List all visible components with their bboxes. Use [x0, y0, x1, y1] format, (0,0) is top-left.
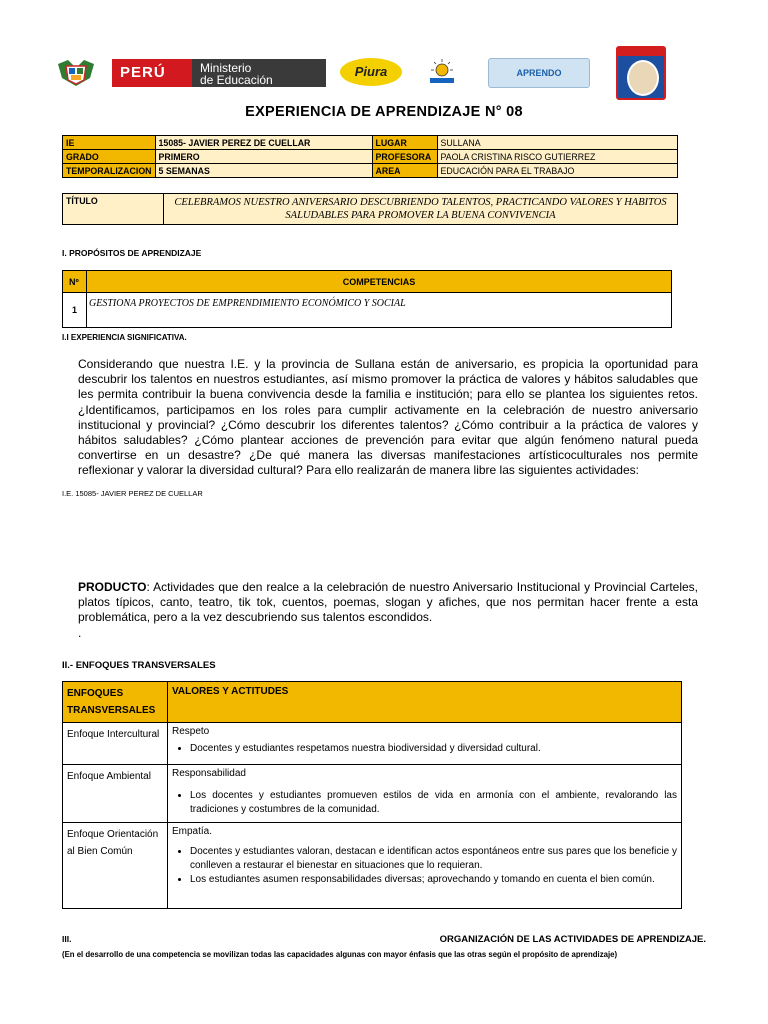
competencia-number: 1	[63, 293, 87, 328]
producto-paragraph	[78, 580, 698, 641]
list-item: • Los docentes y estudiantes promueven estilos de vida en armonía con el ambiente, revalorando las tradiciones y costumbres de la comunidad.	[190, 789, 677, 817]
section-organizacion-title: ORGANIZACIÓN DE LAS ACTIVIDADES DE APRENDIZAJE.	[439, 934, 706, 945]
enfoque-name: Enfoque Orientación al Bien Común	[63, 823, 168, 909]
enfoques-col-1: ENFOQUES TRANSVERSALES	[63, 682, 168, 723]
enfoque-values	[168, 823, 682, 909]
page-title: EXPERIENCIA DE APRENDIZAJE N° 08	[245, 104, 523, 120]
piura-logo: Piura	[340, 58, 402, 86]
enfoque-value: Empatía.	[172, 826, 213, 837]
producto-dot: .	[78, 625, 82, 640]
titulo-value: CELEBRAMOS NUESTRO ANIVERSARIO DESCUBRIENDO TALENTOS, PRACTICANDO VALORES Y HABITOS SALUDABLES PARA PROMOVER LA BUENA CONVIVENCIA	[164, 194, 678, 225]
section-organizacion-number: III.	[62, 934, 72, 944]
producto-text: : Actividades que den realce a la celebración de nuestro Aniversario Institucional y Provincial Carteles, platos típicos, canto, teatro, tik tok, cuentos, poemas, slogan y afiches, que nos permitan hacer frente a esta problemática, pero a la vez descubriendo sus talentos escondidos.	[78, 580, 698, 625]
table-row	[63, 765, 682, 823]
ministerio-logo: Ministerio de Educación	[192, 59, 326, 87]
temporalizacion-label: TEMPORALIZACION	[63, 164, 156, 178]
grado-value: PRIMERO	[155, 150, 372, 164]
profesora-label: PROFESORA	[372, 150, 437, 164]
table-row	[63, 823, 682, 909]
list-item: • Los estudiantes asumen responsabilidades diversas; aprovechando y tomando en cuenta el bien común.	[190, 873, 677, 887]
competencias-table	[62, 270, 672, 328]
titulo-table	[62, 193, 678, 225]
enfoques-col-2: VALORES Y ACTITUDES	[168, 682, 682, 723]
table-row	[63, 293, 672, 328]
lugar-value: SULLANA	[437, 136, 677, 150]
competencias-col-header: COMPETENCIAS	[87, 271, 672, 293]
lugar-label: LUGAR	[372, 136, 437, 150]
section-enfoques: II.- ENFOQUES TRANSVERSALES	[62, 660, 216, 671]
grado-label: GRADO	[63, 150, 156, 164]
ie-label: IE	[63, 136, 156, 150]
ie-value: 15085- JAVIER PEREZ DE CUELLAR	[155, 136, 372, 150]
logo-bar	[50, 44, 730, 104]
area-value: EDUCACIÓN PARA EL TRABAJO	[437, 164, 677, 178]
competencia-text: GESTIONA PROYECTOS DE EMPRENDIMIENTO ECONÓMICO Y SOCIAL	[87, 293, 672, 328]
enfoque-name: Enfoque Ambiental	[63, 765, 168, 823]
area-label: AREA	[372, 164, 437, 178]
enfoque-values	[168, 723, 682, 765]
info-table	[62, 135, 678, 178]
peru-coat-of-arms-icon	[56, 58, 96, 88]
titulo-label: TÍTULO	[63, 194, 164, 225]
list-item: • Docentes y estudiantes valoran, destacan e identifican actos espontáneos entre sus pares que los beneficie y conlleven a restaurar el bienestar en situaciones que lo requieran.	[190, 845, 677, 873]
producto-label: PRODUCTO	[78, 580, 147, 594]
list-item: • Docentes y estudiantes respetamos nuestra biodiversidad y diversidad cultural.	[190, 742, 677, 756]
sun-emblem-icon	[422, 58, 462, 86]
enfoque-value: Respeto	[172, 726, 210, 737]
enfoques-table	[62, 681, 682, 909]
enfoque-value: Responsabilidad	[172, 768, 246, 779]
table-row	[63, 723, 682, 765]
aprendo-logo: APRENDO	[488, 58, 590, 88]
enfoque-values	[168, 765, 682, 823]
competencias-col-n: Nº	[63, 271, 87, 293]
section-organizacion-note: (En el desarrollo de una competencia se movilizan todas las capacidades algunas con mayor énfasis que las otras según el propósito de aprendizaje)	[62, 950, 618, 959]
section-propositos: I. PROPÓSITOS DE APRENDIZAJE	[62, 248, 202, 258]
enfoque-name: Enfoque Intercultural	[63, 723, 168, 765]
temporalizacion-value: 5 SEMANAS	[155, 164, 372, 178]
school-crest-icon	[616, 46, 666, 100]
footer-ie: I.E. 15085- JAVIER PEREZ DE CUELLAR	[62, 489, 203, 498]
peru-logo: PERÚ	[112, 59, 236, 87]
experiencia-paragraph: Considerando que nuestra I.E. y la provincia de Sullana están de aniversario, es propicia la oportunidad para descubrir los talentos en nuestros estudiantes, así mismo promover la práctica de valores y hábitos saludables que les permita contribuir la buena convivencia desde la familia e institución; para ello se plantea los siguientes retos. ¿Identificamos, participamos en los roles para cumplir activamente en la celebración de nuestro aniversario institucional y provincial? ¿Cómo descubrir los diferentes talentos? ¿Cómo contribuir a la práctica de valores y hábitos saludables? ¿Cómo plantear acciones de prevención para evitar que algún fenómeno natural pueda convertirse en un desastre? ¿De qué manera las diversas manifestaciones artísticoculturales nos permite reflexionar y valorar la diversidad cultural? Para ello realizarán de manera libre las siguientes actividades:	[78, 357, 698, 478]
section-experiencia: I.I EXPERIENCIA SIGNIFICATIVA.	[62, 333, 187, 342]
profesora-value: PAOLA CRISTINA RISCO GUTIERREZ	[437, 150, 677, 164]
